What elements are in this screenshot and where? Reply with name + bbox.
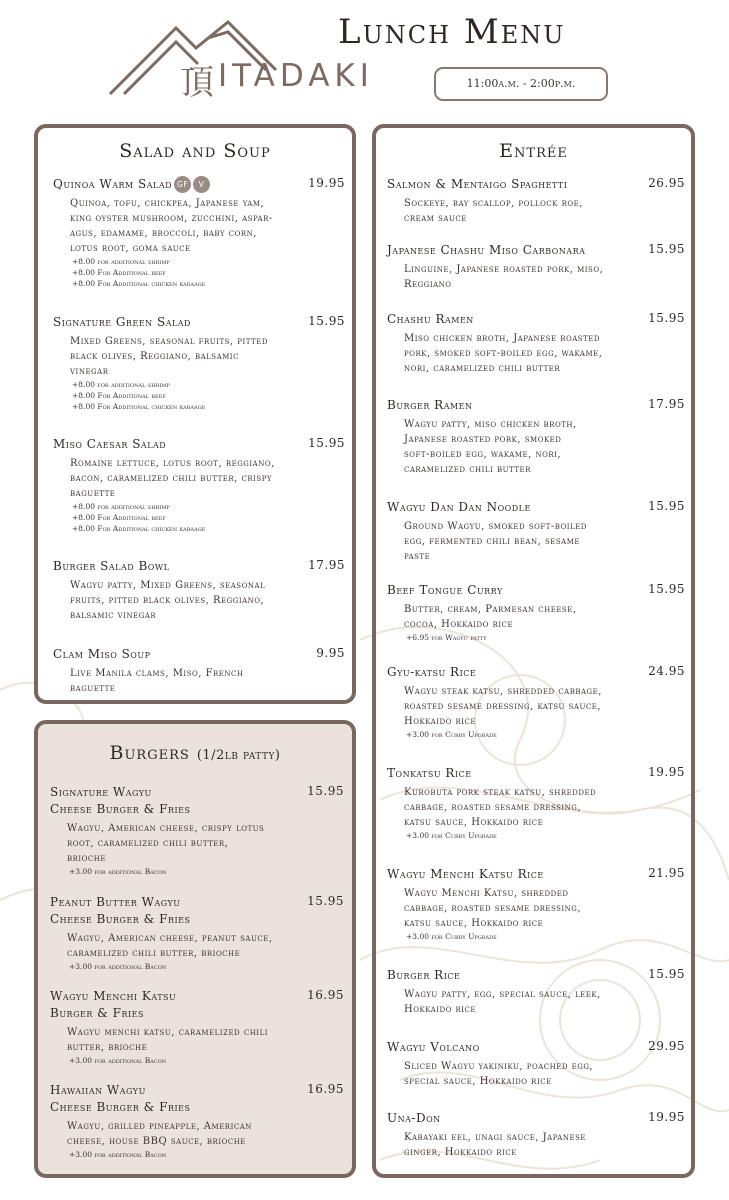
menu-item (53, 176, 345, 289)
item-price: 15.95 (308, 314, 345, 328)
menu-item (387, 1039, 685, 1089)
item-addon: +3.00 for Curry Upgrade (406, 831, 497, 840)
item-price: 9.95 (316, 646, 345, 660)
item-description: Mixed Greens, seasonal fruits, pitted black olives, Reggiano, balsamic vinegar (70, 336, 268, 377)
item-name: Miso Caesar Salad (53, 437, 167, 451)
item-name: Burger Ramen (387, 398, 473, 412)
item-description: Quinoa, tofu, chickpea, Japanese yam, king oyster mushroom, zucchini, aspar- agus, edamame, broccoli, baby corn, lotus root, goma sauce (70, 198, 273, 254)
entree-title: Entrée (499, 140, 568, 162)
salad-soup-title: Salad and Soup (119, 140, 271, 162)
item-name: Salmon & Mentaigo Spaghetti (387, 177, 568, 191)
item-description: Kurobuta pork steak katsu, shredded cabbage, roasted sesame dressing, katsu sauce, Hokkaido rice (404, 787, 597, 828)
item-price: 15.95 (307, 784, 344, 798)
hours-badge: 11:00a.m. - 2:00p.m. (434, 67, 608, 101)
item-addon: +3.00 for Curry Upgrade (406, 932, 497, 941)
item-name: Cheese Burger & Fries (50, 912, 191, 926)
item-name: Chashu Ramen (387, 312, 474, 326)
item-description: Wagyu menchi katsu, caramelized chili butter, brioche (67, 1027, 268, 1053)
item-price: 17.95 (308, 558, 345, 572)
menu-item (387, 499, 685, 564)
item-name: Burger & Fries (50, 1006, 144, 1020)
item-description: Sliced Wagyu yakiniku, poached egg, special sauce, Hokkaido rice (404, 1061, 594, 1087)
item-addon: +3.00 for additional Bacon (69, 1056, 167, 1065)
menu-item (387, 1110, 685, 1160)
item-name: Clam Miso Soup (53, 647, 151, 661)
item-description: Wagyu patty, egg, special sauce, leek, Hokkaido rice (404, 989, 601, 1015)
menu-item (53, 314, 345, 412)
item-name: Hawaiian Wagyu (50, 1083, 146, 1097)
menu-item (50, 988, 344, 1066)
item-addon: +8.00 For Additional chicken karaage (72, 524, 206, 533)
item-name: Signature Green Salad (53, 315, 191, 329)
burgers-title (38, 742, 352, 764)
item-addon: +8.00 for additional shrimp (72, 502, 170, 511)
item-price: 19.95 (648, 1110, 685, 1124)
item-price: 16.95 (307, 1082, 344, 1096)
item-name: Cheese Burger & Fries (50, 1100, 191, 1114)
item-description: Wagyu patty, miso chicken broth, Japanese roasted pork, smoked soft-boiled egg, wakame, nori, caramelized chili butter (404, 419, 577, 475)
burgers-panel (34, 720, 356, 1178)
menu-item (387, 765, 685, 841)
menu-item (387, 664, 685, 740)
item-addon: +8.00 For Additional chicken karaage (72, 279, 206, 288)
menu-item (387, 242, 685, 292)
menu-item (53, 436, 345, 534)
item-name: Wagyu Dan Dan Noodle (387, 500, 531, 514)
item-price: 17.95 (648, 397, 685, 411)
item-price: 19.95 (308, 176, 345, 190)
item-name: Wagyu Menchi Katsu (50, 989, 177, 1003)
item-price: 15.95 (648, 311, 685, 325)
item-name: Gyu-katsu Rice (387, 665, 477, 679)
salad-soup-panel (34, 124, 356, 704)
item-description: Sockeye, bay scallop, pollock roe, cream sauce (404, 198, 583, 224)
item-name: Wagyu Menchi Katsu Rice (387, 867, 544, 881)
item-price: 21.95 (648, 866, 685, 880)
item-price: 19.95 (648, 765, 685, 779)
item-addon: +8.00 For Additional beef (72, 513, 166, 522)
menu-item (387, 176, 685, 226)
logo-text: ITADAKI (218, 58, 374, 94)
menu-item (387, 582, 685, 643)
vegetarian-badge: V (193, 176, 210, 193)
item-description: Wagyu, American cheese, peanut sauce, caramelized chili butter, brioche (67, 933, 273, 959)
item-description: Kabayaki eel, unagi sauce, Japanese ginger, Hokkaido rice (404, 1132, 586, 1158)
item-name: Una-Don (387, 1111, 441, 1125)
menu-item (53, 646, 345, 696)
item-price: 15.95 (648, 967, 685, 981)
item-name: Japanese Chashu Miso Carbonara (387, 243, 586, 257)
item-addon: +8.00 For Additional beef (72, 268, 166, 277)
item-name: Wagyu Volcano (387, 1040, 480, 1054)
menu-item (387, 866, 685, 942)
item-addon: +6.95 for Wagyu patty (406, 633, 487, 642)
logo-kanji: 頂 (180, 63, 214, 100)
item-price: 16.95 (307, 988, 344, 1002)
item-price: 15.95 (648, 242, 685, 256)
item-name: Cheese Burger & Fries (50, 802, 191, 816)
menu-item (50, 894, 344, 972)
item-addon: +8.00 For Additional beef (72, 391, 166, 400)
item-name: Quinoa Warm Salad GF V (53, 176, 345, 193)
entree-panel (372, 124, 695, 1178)
menu-item (387, 967, 685, 1017)
burgers-subtitle: (1/2lb patty) (196, 748, 281, 763)
item-addon: +8.00 for additional shrimp (72, 380, 170, 389)
item-addon: +8.00 For Additional chicken karaage (72, 402, 206, 411)
item-name: Burger Rice (387, 968, 461, 982)
item-addon: +8.00 for additional shrimp (72, 257, 170, 266)
item-price: 15.95 (648, 582, 685, 596)
page-title: Lunch Menu (338, 12, 566, 52)
menu-item (53, 558, 345, 623)
item-name: Beef Tongue Curry (387, 583, 503, 597)
item-description: Ground Wagyu, smoked soft-boiled egg, fermented chili bean, sesame paste (404, 521, 587, 562)
item-price: 29.95 (648, 1039, 685, 1053)
item-name: Burger Salad Bowl (53, 559, 170, 573)
item-description: Wagyu, American cheese, crispy lotus root, caramelized chili butter, brioche (67, 823, 265, 864)
burgers-title-text: Burgers (109, 742, 190, 764)
gluten-free-badge: GF (174, 176, 191, 193)
item-addon: +3.00 for additional Bacon (69, 867, 167, 876)
item-description: Miso chicken broth, Japanese roasted pork, smoked soft-boiled egg, wakame, nori, caramelized chili butter (404, 333, 603, 374)
menu-item (387, 311, 685, 376)
item-description: Live Manila clams, Miso, French baguette (70, 668, 244, 694)
item-name: Tonkatsu Rice (387, 766, 472, 780)
menu-item (387, 397, 685, 477)
item-description: Linguine, Japanese roasted pork, miso, Reggiano (404, 264, 604, 290)
item-name: Signature Wagyu (50, 785, 152, 799)
item-price: 15.95 (648, 499, 685, 513)
item-description: Butter, cream, Parmesan cheese, cocoa, Hokkaido rice (404, 604, 577, 630)
menu-item (50, 784, 344, 877)
item-price: 15.95 (307, 894, 344, 908)
item-description: Wagyu patty, Mixed Greens, seasonal fruits, pitted black olives, Reggiano, balsamic vinegar (70, 580, 266, 621)
item-price: 15.95 (308, 436, 345, 450)
item-name: Peanut Butter Wagyu (50, 895, 181, 909)
item-price: 26.95 (648, 176, 685, 190)
menu-item (50, 1082, 344, 1160)
item-addon: +3.00 for additional Bacon (69, 1150, 167, 1159)
item-description: Wagyu Menchi Katsu, shredded cabbage, roasted sesame dressing, katsu sauce, Hokkaido rice (404, 888, 582, 929)
item-addon: +3.00 for additional Bacon (69, 962, 167, 971)
item-description: Wagyu steak katsu, shredded cabbage, roasted sesame dressing, katsu sauce, Hokkaido rice (404, 686, 602, 727)
item-description: Wagyu, grilled pineapple, American cheese, house BBQ sauce, brioche (67, 1121, 252, 1147)
item-description: Romaine lettuce, lotus root, reggiano, bacon, caramelized chili butter, crispy baguette (70, 458, 275, 499)
item-addon: +3.00 for Curry Upgrade (406, 730, 497, 739)
item-price: 24.95 (648, 664, 685, 678)
